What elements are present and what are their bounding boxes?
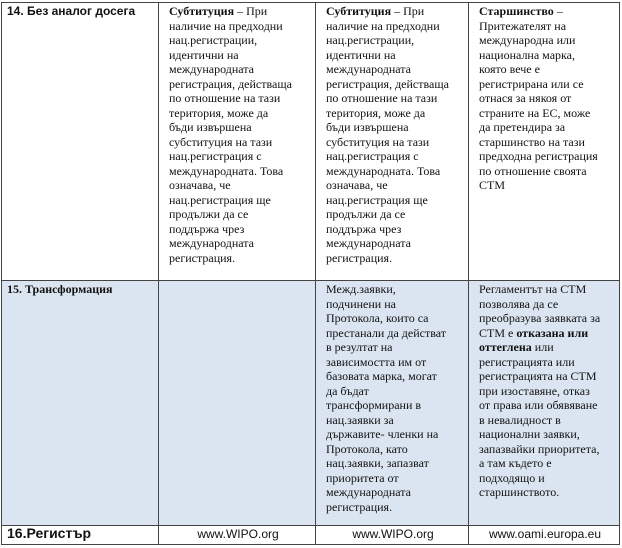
row-heading-14: 14. Без аналог досега	[2, 3, 159, 281]
cell-line: отнася за някоя от	[479, 91, 572, 105]
cell-line: Межд.заявки,	[326, 282, 396, 296]
cell-line: продължи да се	[169, 207, 249, 221]
cell-line: а там където е	[479, 456, 552, 470]
cell-line: старшинството.	[479, 485, 560, 499]
cell-line: регистрацията или	[479, 354, 575, 369]
empty-cell	[159, 281, 316, 526]
wipo-link-2[interactable]: www.WIPO.org	[316, 526, 469, 545]
comparison-table	[1, 2, 620, 545]
cell-line: нац.регистрация с	[169, 149, 262, 163]
cell-line: базовата марка, могат	[326, 369, 437, 383]
cell-line: предходна регистрация	[479, 149, 598, 163]
cell-line: в резултат на	[326, 340, 393, 354]
cell-line: регистрирана или се	[479, 76, 584, 91]
transformation-cell	[316, 281, 469, 526]
cell-line: в невалидност в	[479, 412, 561, 427]
cell-line: престанали да действат	[326, 325, 446, 340]
cell-title: Субтитуция	[169, 4, 235, 18]
cell-line: означава, че	[326, 178, 388, 192]
cell-line: регистрация.	[326, 250, 393, 265]
cell-title: Старшинство	[479, 4, 554, 18]
cell-text	[474, 19, 616, 193]
cell-line: нац.регистрации,	[169, 33, 258, 47]
seniority-cell: Старшинство – Притежателят на международна или национална марка, която вече е регистрирана или се отнася за някоя от страните на ЕС, може да претендира за старшинство на тази предходна регистрация по отношение своята CTM	[469, 3, 620, 281]
cell-line: поддържа чрез	[169, 221, 245, 236]
table-row-14	[2, 3, 620, 281]
cell-line: по отношение своята	[479, 163, 587, 178]
cell-line: национална марка,	[479, 47, 575, 62]
cell-line: преобразува заявката за	[479, 311, 601, 325]
cell-line: държавите- членки на	[326, 427, 439, 441]
cell-line: да бъдат	[326, 383, 369, 398]
cell-line: бъди извършена	[169, 120, 252, 134]
cell-line: Протокола, като	[326, 441, 408, 456]
cell-line: трансформирани в	[326, 398, 422, 412]
cell-line: по отношение на тази	[326, 91, 438, 105]
cell-line: която вече е	[479, 62, 540, 76]
cell-line: Притежателят на	[479, 18, 567, 33]
cell-line: нац.регистрация с	[326, 149, 419, 163]
cell-text	[321, 19, 465, 266]
cell-line: международната. Това	[169, 163, 284, 178]
cell-line: CTM е отказана или	[479, 325, 589, 340]
cell-line: подчинени на	[326, 296, 396, 311]
cell-line: означава, че	[169, 178, 231, 192]
cell-line: оттеглена или	[479, 340, 554, 354]
table-row-16	[2, 526, 620, 545]
cell-line: национални заявки,	[479, 427, 580, 441]
cell-line: при изоставяне, отказ	[479, 383, 590, 398]
cell-line: Регламентът на CTM	[479, 282, 587, 296]
cell-line: нац.заявки за	[326, 412, 394, 427]
cell-line: регистрация, действаща	[326, 76, 449, 91]
cell-line: субституция на тази	[169, 134, 273, 149]
cell-line: нац.регистрации,	[326, 33, 415, 47]
cell-line: запазвайки приоритета,	[479, 441, 600, 456]
cell-line: по отношение на тази	[169, 91, 281, 105]
cell-line: идентични на	[169, 47, 239, 62]
cell-line: международната	[326, 236, 411, 250]
cell-line: регистрацията на CTM	[479, 369, 597, 383]
cell-line: позволява да се	[479, 296, 559, 311]
cell-line: зависимостта им от	[326, 354, 427, 369]
cell-line: нац.регистрация ще	[326, 192, 428, 207]
cell-line: международната	[326, 485, 411, 499]
cell-line: да претендира за	[479, 120, 566, 134]
cell-line: международната	[169, 62, 254, 76]
row-heading-15: 15. Трансформация	[2, 281, 159, 526]
cell-line: бъди извършена	[326, 120, 409, 134]
cell-line: регистрация.	[326, 499, 393, 514]
cell-text	[164, 19, 312, 266]
substitution-cell-2: Субтитуция – При наличие на предходни нац.регистрации, идентични на международната регистрация, действаща по отношение на тази територия, може да бъди извършена субституция на тази нац.регистрация с международната. Това означава, че нац.регистрация ще продължи да се поддържа чрез международната регистрация.	[316, 3, 469, 281]
cell-line: CTM	[479, 178, 506, 192]
wipo-link-1[interactable]: www.WIPO.org	[159, 526, 316, 545]
row-heading-16: 16.Регистър	[2, 526, 159, 545]
cell-line: международна или	[479, 33, 576, 47]
cell-line: приоритета от	[326, 470, 399, 485]
cell-line: подходящо и	[479, 470, 545, 485]
cell-line: територия, може да	[326, 105, 426, 120]
cell-line: регистрация, действаща	[169, 76, 292, 91]
cell-line: нац.регистрация ще	[169, 192, 271, 207]
cell-line: поддържа чрез	[326, 221, 402, 236]
ctm-transformation-cell	[469, 281, 620, 526]
cell-text	[321, 282, 465, 514]
cell-line: международната	[169, 236, 254, 250]
cell-line: идентични на	[326, 47, 396, 62]
cell-line: наличие на предходни	[326, 18, 440, 33]
substitution-cell-1: Субтитуция – При наличие на предходни нац.регистрации, идентични на международната регистрация, действаща по отношение на тази територия, може да бъди извършена субституция на тази нац.регистрация с международната. Това означава, че нац.регистрация ще продължи да се поддържа чрез международната регистрация.	[159, 3, 316, 281]
cell-line: старшинство на тази	[479, 134, 585, 149]
table-row-15	[2, 281, 620, 526]
cell-line: Протокола, които са	[326, 311, 429, 325]
cell-line: наличие на предходни	[169, 18, 283, 33]
oami-link[interactable]: www.oami.europa.eu	[469, 526, 620, 545]
cell-line: продължи да се	[326, 207, 406, 221]
cell-line: регистрация.	[169, 250, 236, 265]
cell-line: нац.заявки, запазват	[326, 456, 429, 470]
cell-line: международната. Това	[326, 163, 441, 178]
cell-line: от права или обявяване	[479, 398, 598, 412]
cell-line: международната	[326, 62, 411, 76]
cell-line: субституция на тази	[326, 134, 430, 149]
cell-line: страните на ЕС, може	[479, 105, 591, 120]
cell-text	[474, 355, 616, 500]
cell-title: Субтитуция	[326, 4, 392, 18]
cell-line: територия, може да	[169, 105, 269, 120]
